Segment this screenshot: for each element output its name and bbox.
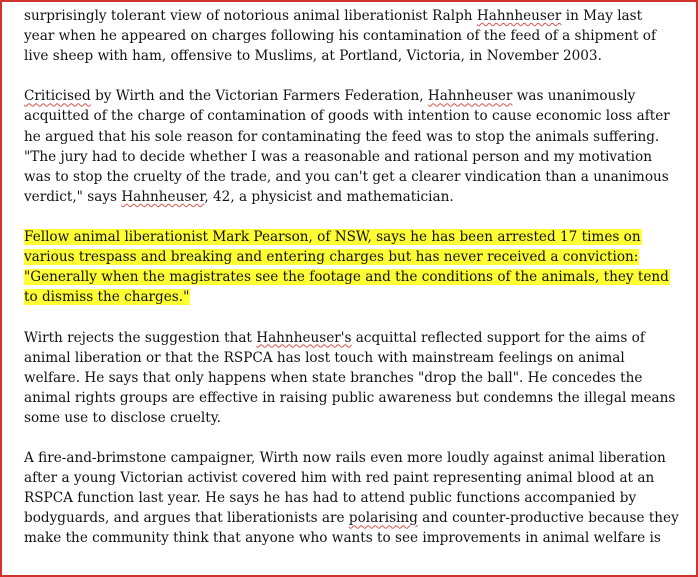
text-line <box>24 26 689 46</box>
spellcheck-flagged-word: Hahnheuser <box>121 188 205 205</box>
text-line <box>24 328 689 348</box>
text-line <box>24 468 689 488</box>
text-run: after a young Victorian activist covered him with red paint representing animal blood at an <box>24 470 655 487</box>
text-run: by Wirth and the Victorian Farmers Federation, <box>90 88 428 105</box>
text-line <box>24 448 689 468</box>
highlighted-text <box>24 269 670 285</box>
line-text <box>24 510 679 526</box>
text-run: animal liberation or that the RSPCA has lost touch with mainstream feelings on animal <box>24 349 625 366</box>
text-run: in May last <box>561 8 643 24</box>
text-line <box>24 267 689 287</box>
text-line <box>24 408 689 428</box>
text-run: to dismiss the charges." <box>24 289 190 306</box>
text-line <box>24 106 689 126</box>
highlighted-text <box>24 289 190 305</box>
text-run: and counter-productive because they <box>417 510 679 527</box>
text-run: animal rights groups are effective in raising public awareness but condemns the illegal means <box>24 389 676 406</box>
text-run: Fellow animal liberationist Mark Pearson, of NSW, says he has been arrested 17 times on <box>24 229 641 246</box>
text-line <box>24 167 689 187</box>
text-line <box>24 388 689 408</box>
text-line <box>24 127 689 147</box>
text-run: verdict," says <box>24 188 122 205</box>
text-line <box>24 187 689 207</box>
text-run: , 42, a physicist and mathematician. <box>204 188 454 205</box>
text-run: was to stop the cruelty of the trade, and you can't get a clearer vindication than a unanimous <box>24 168 669 185</box>
line-text <box>24 189 454 205</box>
line-text <box>24 149 652 165</box>
text-run: acquitted of the charge of contamination of goods with intention to cause economic loss after <box>24 108 670 125</box>
text-run: various trespass and breaking and entering charges but has never received a conviction: <box>24 249 639 266</box>
text-run: make the community think that anyone who wants to see improvements in animal welfare is <box>24 530 661 547</box>
line-text <box>24 28 656 44</box>
line-text <box>24 350 625 366</box>
line-text <box>24 48 602 64</box>
line-text <box>24 8 642 24</box>
text-run: was unanimously <box>512 88 636 105</box>
text-run: "Generally when the magistrates see the footage and the conditions of the animals, they tend <box>24 269 669 286</box>
spellcheck-flagged-word: Hahnheuser's <box>256 329 352 346</box>
text-line <box>24 147 689 167</box>
line-text <box>24 88 635 104</box>
highlighted-paragraph <box>24 227 689 307</box>
text-run: welfare. He says that only happens when state branches "drop the ball". He concedes the <box>24 369 643 386</box>
line-text <box>24 108 670 124</box>
text-run: RSPCA function last year. He says he has had to attend public functions accompanied by <box>24 490 637 507</box>
text-run: "The jury had to decide whether I was a reasonable and rational person and my motivation <box>24 148 652 165</box>
text-run: year when he appeared on charges following his contamination of the feed of a shipment of <box>24 28 657 45</box>
text-run: acquittal reflected support for the aims of <box>351 329 645 346</box>
text-line <box>24 46 689 66</box>
article-paragraph <box>24 6 689 66</box>
text-line <box>24 86 689 106</box>
text-line <box>24 368 689 388</box>
text-run: surprisingly tolerant view of notorious animal liberationist Ralph <box>24 8 477 24</box>
text-run: A fire-and-brimstone campaigner, Wirth now rails even more loudly against animal liberation <box>24 450 666 467</box>
spellcheck-flagged-word: polarising <box>348 510 418 527</box>
text-line <box>24 528 689 548</box>
highlighted-text <box>24 229 642 245</box>
line-text <box>24 129 659 145</box>
line-text <box>24 370 642 386</box>
text-line <box>24 6 689 26</box>
article-paragraph <box>24 328 689 428</box>
article-body <box>24 6 689 569</box>
line-text <box>24 330 645 346</box>
spellcheck-flagged-word: Hahnheuser <box>476 8 562 24</box>
text-run: he argued that his sole reason for contaminating the feed was to stop the animals suffering. <box>24 128 660 145</box>
line-text <box>24 470 654 486</box>
text-run: live sheep with ham, offensive to Muslims, at Portland, Victoria, in November 2003. <box>24 48 602 65</box>
text-line <box>24 287 689 307</box>
highlighted-text <box>24 249 639 265</box>
text-line <box>24 227 689 247</box>
article-paragraph <box>24 448 689 548</box>
text-line <box>24 508 689 528</box>
text-line <box>24 247 689 267</box>
text-line <box>24 488 689 508</box>
line-text <box>24 410 221 426</box>
article-paragraph <box>24 86 689 207</box>
spellcheck-flagged-word: Criticised <box>24 88 91 105</box>
text-run: bodyguards, and argues that liberationists are <box>24 510 349 527</box>
line-text <box>24 530 661 546</box>
text-run: Wirth rejects the suggestion that <box>24 329 257 346</box>
spellcheck-flagged-word: Hahnheuser <box>427 88 513 105</box>
line-text <box>24 390 675 406</box>
text-line <box>24 348 689 368</box>
text-run: some use to disclose cruelty. <box>24 409 221 426</box>
line-text <box>24 490 636 506</box>
line-text <box>24 450 666 466</box>
line-text <box>24 169 669 185</box>
